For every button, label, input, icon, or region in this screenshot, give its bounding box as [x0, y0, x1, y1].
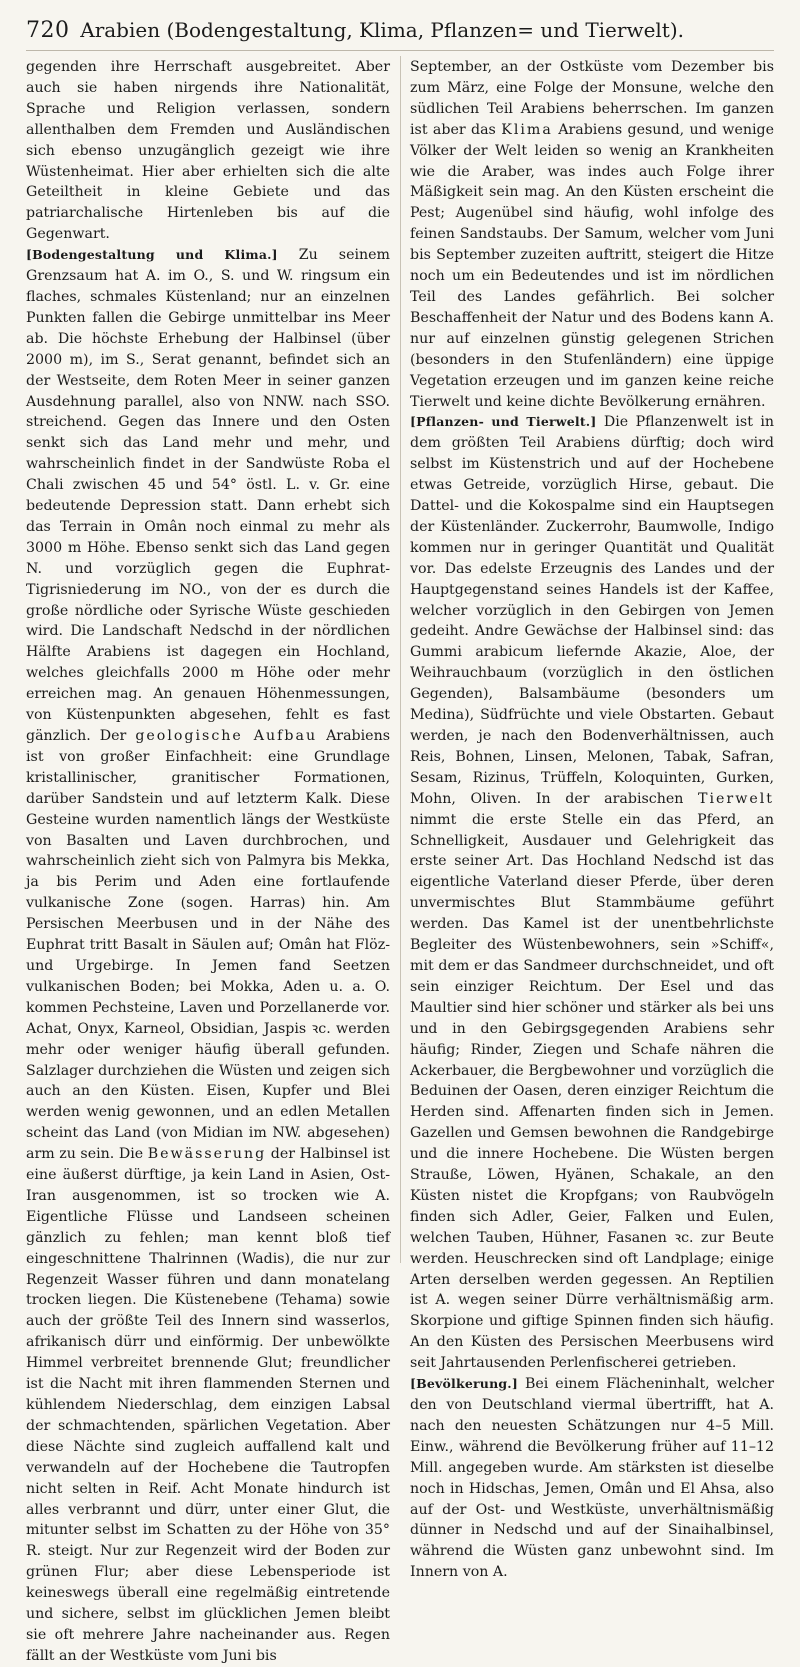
text-run: nimmt die erste Stelle ein das Pferd, an Schnelligkeit, Ausdauer und Gelehrigkeit das erste seiner Art. Das Hochland Nedschd ist das eigentliche Vaterland dieser Pferde, über deren unvermischtes Blut Stammbäume geführt werden. Das Kamel ist der unentbehrlichste Begleiter des Wüstenbewohners, sein »Schiff«, mit dem er das Sandmeer durchschneidet, und oft sein einziger Reichtum. Der Esel und das Maultier sind hier schöner und stärker als bei uns und in den Gebirgsgegenden Arabiens sehr häufig; Rinder, Ziegen und Schafe nähren die Ackerbauer, die Bergbewohner und vorzüglich die Beduinen der Oasen, deren einziger Reichtum die Herden sind. Affenarten finden sich in Jemen. Gazellen und Gemsen bewohnen die Randgebirge und die innere Hochebene. Die Wüsten bergen Strauße, Löwen, Hyänen, Schakale, an den Küsten nistet die Kropfgans; von Raubvögeln finden sich Adler, Geier, Falken und Eulen, welchen Tauben, Hühner, Fasanen ꝛc. zur Beute werden. Heuschrecken sind oft Landplage; einige Arten derselben werden gegessen. An Reptilien ist A. wegen seiner Dürre verhältnismäßig arm. Skorpione und giftige Spinnen finden sich häufig. An den Küsten des Persischen Meerbusens wird seit Jahrtausenden Perlenfischerei getrieben.	[410, 811, 774, 1372]
emphasis-geologischer-aufbau: geologische Aufbau	[135, 728, 318, 744]
section-rubric-pflanzen-tierwelt: [Pflanzen- und Tierwelt.]	[410, 414, 597, 430]
page-number: 720	[26, 18, 70, 43]
section-rubric-bevoelkerung: [Bevölkerung.]	[410, 1376, 518, 1392]
page-header	[26, 18, 774, 51]
column-divider	[400, 56, 401, 1263]
section-rubric-bodengestaltung: [Bodengestaltung und Klima.]	[26, 247, 278, 263]
emphasis-tierwelt: Tierwelt	[698, 790, 774, 807]
text-run: Zu seinem Grenzsaum hat A. im O., S. und W. ringsum ein flaches, schmales Küstenland; nur an einzelnen Punkten fallen die Gebirge unmittelbar ins Meer ab. Die höchste Erhebung der Halbinsel (über 2000 m), im S., Serat genannt, befindet sich an der Westseite, dem Roten Meer in seiner ganzen Ausdehnung parallel, also von NNW. nach SSO. streichend. Gegen das Innere und den Osten senkt sich das Land mehr und mehr, und wahrscheinlich findet in der Sandwüste Roba el Chali zwischen 45 und 54° östl. L. v. Gr. eine bedeutende Depression statt. Dann erhebt sich das Terrain in Omân noch einmal zu mehr als 3000 m Höhe. Ebenso senkt sich das Land gegen N. und vorzüglich gegen die Euphrat-Tigrisniederung im NO., von der es durch die große nördliche oder Syrische Wüste geschieden wird. Die Landschaft Nedschd in der nördlichen Hälfte Arabiens ist dagegen ein Hochland, welches gleichfalls 2000 m Höhe oder mehr erreichen mag. An genauen Höhenmessungen, von Küstenpunkten abgesehen, fehlt es fast gänzlich. Der	[26, 247, 390, 744]
text-run: Bei einem Flächeninhalt, welcher den von Deutschland viermal übertrifft, hat A. nach den neuesten Schätzungen nur 4–5 Mill. Einw., während die Bevölkerung früher auf 11–12 Mill. angegeben wurde. Am stärksten ist dieselbe noch in Hidschas, Jemen, Omân und El Ahsa, also auf der Ost- und Westküste, unverhältnismäßig dünner in Nedschd und auf der Sinaihalbinsel, während die Wüsten ganz unbewohnt sind. Im Innern von A.	[410, 1376, 774, 1581]
paragraph-bevoelkerung	[410, 1374, 774, 1583]
text-run: Arabiens ist von großer Einfachheit: eine Grundlage kristallinischer, granitischer Formationen, darüber Sandstein und auf letzterm Kalk. Diese Gesteine wurden namentlich längs der Westküste von Basalten und Laven durchbrochen, und wahrscheinlich zieht sich von Palmyra bis Mekka, ja bis Perim und Aden eine fortlaufende vulkanische Zone (sogen. Harras) hin. Am Persischen Meerbusen und in der Nähe des Euphrat tritt Basalt in Säulen auf; Omân hat Flöz- und Urgebirge. In Jemen fand Seetzen vulkanischen Boden; bei Mokka, Aden u. a. O. kommen Pechsteine, Laven und Porzellanerde vor. Achat, Onyx, Karneol, Obsidian, Jaspis ꝛc. werden mehr oder weniger häufig überall gefunden. Salzlager durchziehen die Wüsten und zeigen sich auch an den Küsten. Eisen, Kupfer und Blei werden wenig gewonnen, und an edlen Metallen scheint das Land (von Midian im NW. abgesehen) arm zu sein. Die	[26, 728, 390, 1163]
emphasis-bewaesserung: Bewässerung	[147, 1146, 267, 1163]
emphasis-klima: Klima	[501, 121, 553, 138]
text-run: der Halbinsel ist eine äußerst dürftige, ja kein Land in Asien, Ost-Iran ausgenommen, ist so trocken wie A. Eigentliche Flüsse und Landseen scheinen gänzlich zu fehlen; man kennt bloß tief eingeschnittene Thalrinnen (Wadis), die nur zur Regenzeit Wasser führen und dann monatelang trocken liegen. Die Küstenebene (Tehama) sowie auch der größte Teil des Innern sind wasserlos, afrikanisch dürr und einförmig. Der unbewölkte Himmel verbreitet brennende Glut; freundlicher ist die Nacht mit ihren flammenden Sternen und kühlendem Niederschlag, dem einzigen Labsal der schmachtenden, spärlichen Vegetation. Aber diese Nächte sind zugleich auffallend kalt und verwandeln auf der Hochebene die Tautropfen nicht selten in Reif. Acht Monate hindurch ist alles verbrannt und dürr, unter einer Glut, die mitunter selbst im Schatten zu der Höhe von 35° R. steigt. Nur zur Regenzeit wird der Boden zur grünen Flur; aber diese Lebensperiode ist keineswegs überall eine regelmäßig eintretende und sichere, selbst im glücklichen Jemen bleibt sie oft mehrere Jahre nacheinander aus. Regen fällt an der Westküste vom Juni bis	[26, 1146, 390, 1664]
text-run: September, an der Ostküste vom Dezember bis zum März, eine Folge der Monsune, welche den südlichen Teil Arabiens beherrschen. Im ganzen ist aber das	[410, 59, 774, 138]
paragraph-klima	[410, 57, 774, 412]
running-head: Arabien (Bodengestaltung, Klima, Pflanzen= und Tierwelt).	[80, 18, 684, 42]
text-run: Die Pflanzenwelt ist in dem größten Teil Arabiens dürftig; doch wird selbst im Küstenstrich und auf der Hochebene etwas Getreide, vorzüglich Hirse, gebaut. Die Dattel- und die Kokospalme sind ein Hauptsegen der Küstenländer. Zuckerrohr, Baumwolle, Indigo kommen nur in geringer Quantität und Qualität vor. Das edelste Erzeugnis des Landes und der Hauptgegenstand seines Handels ist der Kaffee, welcher vorzüglich in den Gebirgen von Jemen gedeiht. Andre Gewächse der Halbinsel sind: das Gummi arabicum liefernde Akazie, Aloe, der Weihrauchbaum (vorzüglich in den östlichen Gegenden), Balsambäume (besonders um Medina), Südfrüchte und viele Obstarten. Gebaut werden, je nach den Bodenverhältnissen, auch Reis, Bohnen, Linsen, Melonen, Tabak, Safran, Sesam, Rizinus, Trüffeln, Koloquinten, Gurken, Mohn, Oliven. In der arabischen	[410, 414, 774, 807]
paragraph-pflanzen-tierwelt	[410, 412, 774, 1374]
paragraph-intro: gegenden ihre Herrschaft ausgebreitet. Aber auch sie haben nirgends ihre Nationalität, Sprache und Religion verlassen, sondern allenthalben dem Fremden und Ausländischen sich ebenso unzugänglich gezeigt wie ihre Wüstenheimat. Hier aber erhielten sich die alte Geteiltheit in kleine Gebiete und das patriarchalische Hirtenleben bis auf die Gegenwart.	[26, 59, 390, 243]
paragraph-bodengestaltung	[26, 245, 390, 1667]
left-column	[26, 57, 390, 1667]
text-run: Arabiens gesund, und wenige Völker der Welt leiden so wenig an Krankheiten wie die Araber, was indes auch Folge ihrer Mäßigkeit sein mag. An den Küsten erscheint die Pest; Augenübel sind häufig, wohl infolge des feinen Sandstaubs. Der Samum, welcher vom Juni bis September zuzeiten auftritt, steigert die Hitze noch um ein Bedeutendes und ist im nördlichen Teil des Landes gefährlich. Bei solcher Beschaffenheit der Natur und des Bodens kann A. nur auf einzelnen günstig gelegenen Strichen (besonders in den Stufenländern) eine üppige Vegetation erzeugen und im ganzen keine reiche Tierwelt und keine dichte Bevölkerung ernähren.	[410, 121, 774, 410]
right-column	[410, 57, 774, 1583]
